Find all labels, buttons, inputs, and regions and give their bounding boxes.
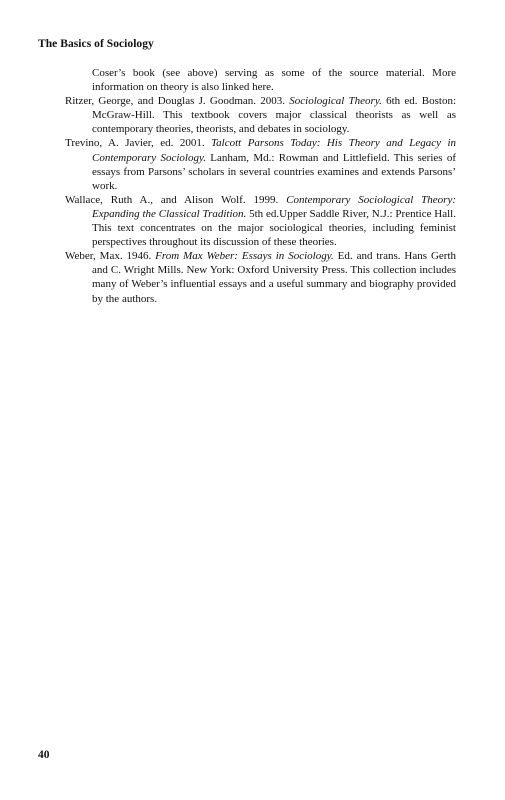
page-number: 40 (38, 749, 50, 761)
bibliography-entry-continued (65, 66, 456, 94)
entry-citation: Weber, Max. 1946. (65, 250, 156, 263)
bibliography-entry-trevino (65, 136, 456, 192)
running-head: The Basics of Sociology (38, 38, 154, 50)
bibliography-entry-ritzer (65, 94, 456, 136)
entry-citation: Trevino, A. Javier, ed. 2001. (65, 137, 212, 150)
entry-title: Talcott Parsons Today: His Theory and Legacy in Contemporary Sociology. (92, 137, 456, 164)
entry-title: Contemporary Sociological Theory: Expanding the Classical Tradition. (92, 193, 456, 220)
entry-annotation: 6th ed. Boston: McGraw-Hill. This textbook covers major classical theorists as well as contemporary theories, theorists, and debates in sociology. (92, 95, 456, 136)
entry-citation: Ritzer, George, and Douglas J. Goodman. 2003. (65, 95, 290, 108)
bibliography-entry-weber (65, 249, 456, 305)
entry-annotation: Ed. and trans. Hans Gerth and C. Wright Mills. New York: Oxford University Press. This collection includes many of Weber’s influential essays and a useful summary and biography provided by the authors. (92, 250, 456, 305)
bibliography-list (65, 66, 456, 306)
entry-title: Sociological Theory. (289, 95, 382, 108)
entry-annotation: 5th ed.Upper Saddle River, N.J.: Prentice Hall. This text concentrates on the major sociological theories, including feminist perspectives throughout its discussion of these theories. (92, 207, 456, 249)
entry-title: From Max Weber: Essays in Sociology. (155, 250, 334, 263)
entry-text: Coser’s book (see above) serving as some of the source material. More information on theory is also linked here. (92, 67, 456, 94)
bibliography-entry-wallace (65, 193, 456, 249)
entry-annotation: Lanham, Md.: Rowman and Littlefield. This series of essays from Parsons’ scholars in several countries examines and extends Parsons’ work. (92, 151, 456, 192)
entry-citation: Wallace, Ruth A., and Alison Wolf. 1999. (65, 193, 287, 206)
